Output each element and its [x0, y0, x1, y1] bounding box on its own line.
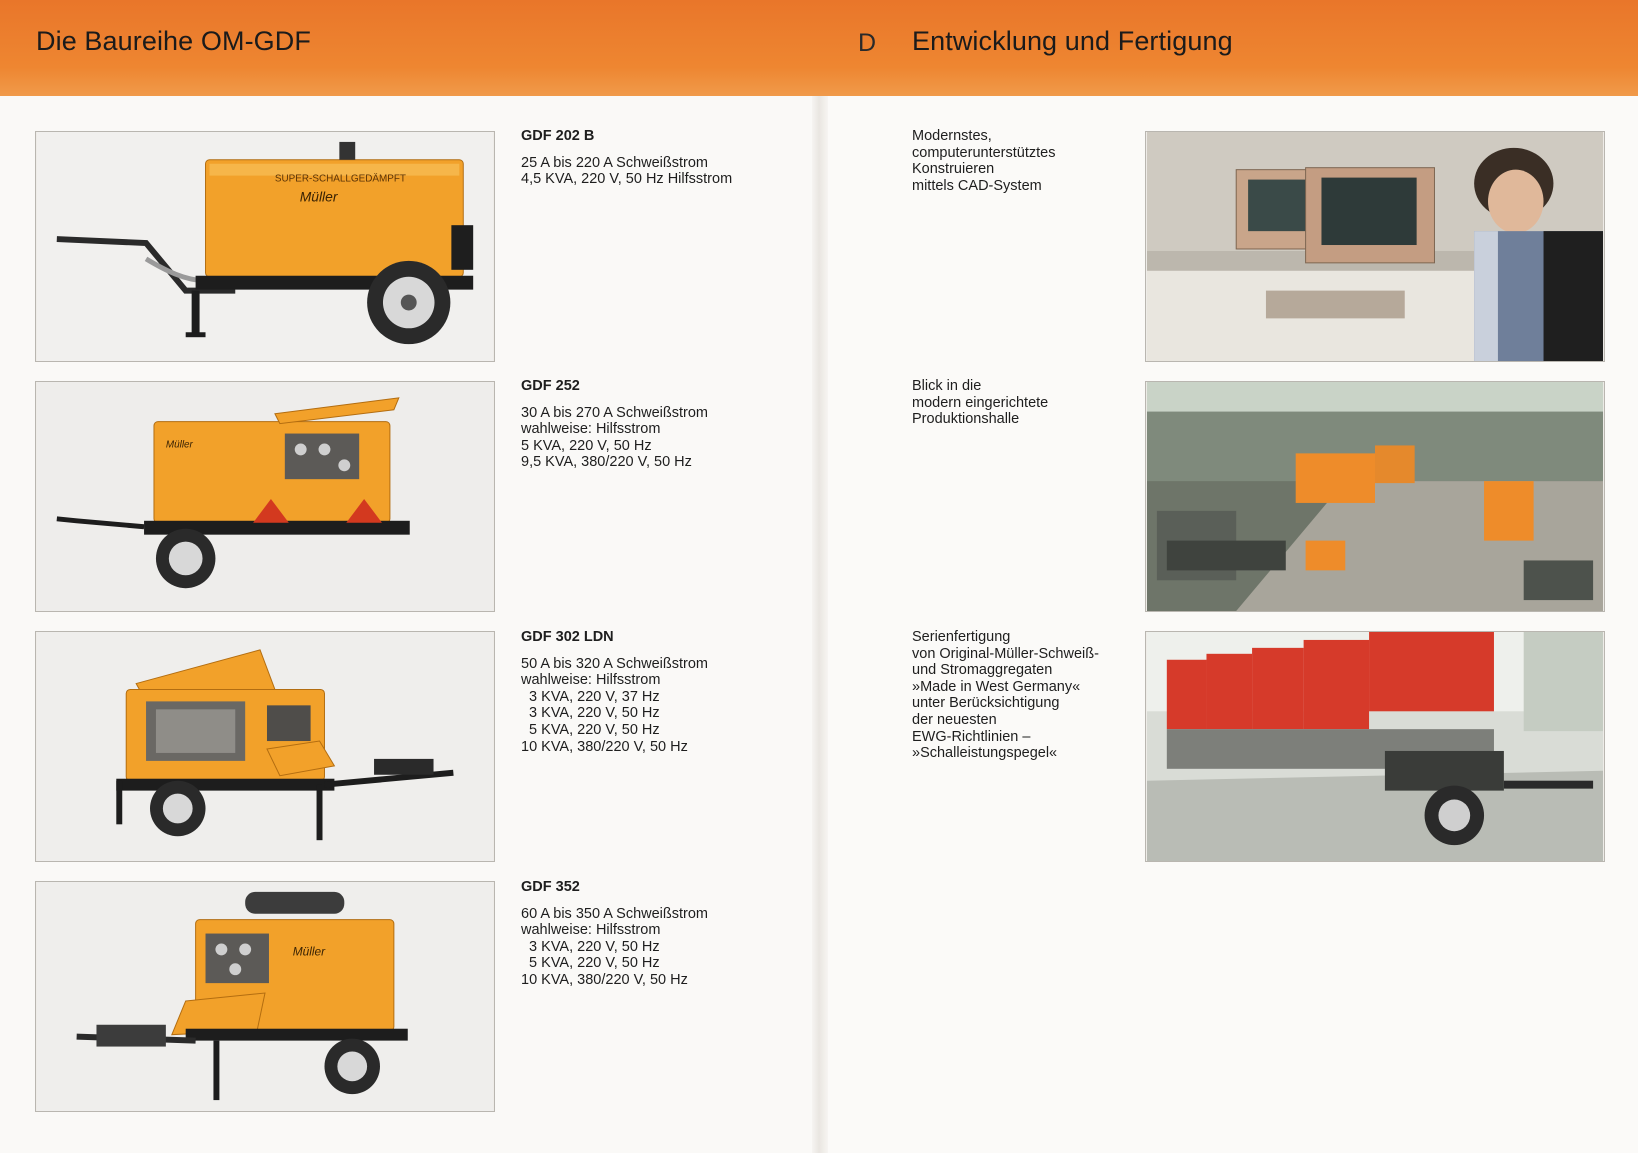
caption-line: Serienfertigung	[912, 629, 1011, 645]
model-name: GDF 352	[521, 879, 580, 895]
caption-line: der neuesten	[912, 711, 997, 728]
spec-line: 3 KVA, 220 V, 37 Hz	[521, 688, 660, 705]
caption-series-production	[912, 629, 1142, 762]
caption-line: von Original-Müller-Schweiß-	[912, 645, 1099, 662]
right-page-title: Entwicklung und Fertigung	[912, 26, 1233, 56]
svg-text:Müller: Müller	[292, 944, 326, 959]
caption-line: Modernstes,	[912, 128, 992, 144]
spec-line: 10 KVA, 380/220 V, 50 Hz	[521, 971, 688, 988]
left-page-title: Die Baureihe OM-GDF	[36, 26, 311, 56]
caption-production-hall	[912, 378, 1142, 428]
generator-illustration	[36, 132, 494, 361]
caption-cad-system	[912, 128, 1142, 194]
caption-line: Blick in die	[912, 378, 982, 394]
svg-text:SUPER-SCHALLGEDÄMPFT: SUPER-SCHALLGEDÄMPFT	[274, 173, 406, 185]
spec-line: 50 A bis 320 A Schweißstrom	[521, 655, 708, 672]
page-gutter	[812, 0, 828, 1153]
product-photo-gdf-302-ldn	[35, 631, 495, 862]
spec-block-gdf-302-ldn	[521, 629, 708, 755]
spec-line: 3 KVA, 220 V, 50 Hz	[521, 938, 660, 955]
caption-line: EWG-Richtlinien –	[912, 728, 1031, 745]
spec-line: 25 A bis 220 A Schweißstrom	[521, 154, 708, 171]
spec-line: 9,5 KVA, 380/220 V, 50 Hz	[521, 454, 692, 471]
spec-line: 4,5 KVA, 220 V, 50 Hz Hilfsstrom	[521, 171, 733, 188]
caption-line: computerunterstütztes	[912, 144, 1056, 161]
spec-line: 5 KVA, 220 V, 50 Hz	[521, 955, 660, 972]
spec-line: 60 A bis 350 A Schweißstrom	[521, 905, 708, 922]
model-name: GDF 202 B	[521, 128, 595, 144]
svg-text:Müller: Müller	[299, 188, 338, 205]
product-photo-gdf-252	[35, 381, 495, 612]
generator-illustration	[36, 632, 494, 861]
caption-line: »Schalleistungspegel«	[912, 745, 1058, 762]
left-header-banner	[0, 0, 818, 96]
generator-illustration	[36, 382, 494, 611]
spec-line: wahlweise: Hilfsstrom	[521, 421, 661, 438]
production-hall-illustration	[1146, 382, 1604, 611]
series-production-illustration	[1146, 632, 1604, 861]
spec-line: 10 KVA, 380/220 V, 50 Hz	[521, 738, 688, 755]
spec-line: wahlweise: Hilfsstrom	[521, 922, 661, 939]
svg-text:Müller: Müller	[165, 439, 193, 451]
caption-line: und Stromaggregaten	[912, 662, 1053, 679]
model-name: GDF 302 LDN	[521, 629, 614, 645]
caption-line: »Made in West Germany«	[912, 678, 1081, 695]
cad-scene-illustration	[1146, 132, 1604, 361]
spec-line: 3 KVA, 220 V, 50 Hz	[521, 705, 660, 722]
spec-line: 5 KVA, 220 V, 50 Hz	[521, 721, 660, 738]
photo-cad-workstation	[1145, 131, 1605, 362]
right-header-banner	[818, 0, 1638, 96]
model-name: GDF 252	[521, 378, 580, 394]
caption-line: Produktionshalle	[912, 411, 1020, 428]
caption-line: unter Berücksichtigung	[912, 695, 1060, 712]
generator-illustration	[36, 882, 494, 1111]
product-photo-gdf-352	[35, 881, 495, 1112]
spec-line: 5 KVA, 220 V, 50 Hz	[521, 437, 652, 454]
photo-series-production	[1145, 631, 1605, 862]
language-mark: D	[858, 29, 877, 57]
spec-block-gdf-252	[521, 378, 708, 471]
caption-line: mittels CAD-System	[912, 177, 1042, 194]
spec-block-gdf-352	[521, 879, 708, 989]
spec-line: 30 A bis 270 A Schweißstrom	[521, 404, 708, 421]
spec-block-gdf-202b	[521, 128, 732, 188]
spec-line: wahlweise: Hilfsstrom	[521, 672, 661, 689]
caption-line: Konstruieren	[912, 161, 995, 178]
product-photo-gdf-202b	[35, 131, 495, 362]
photo-production-hall	[1145, 381, 1605, 612]
caption-line: modern eingerichtete	[912, 394, 1049, 411]
